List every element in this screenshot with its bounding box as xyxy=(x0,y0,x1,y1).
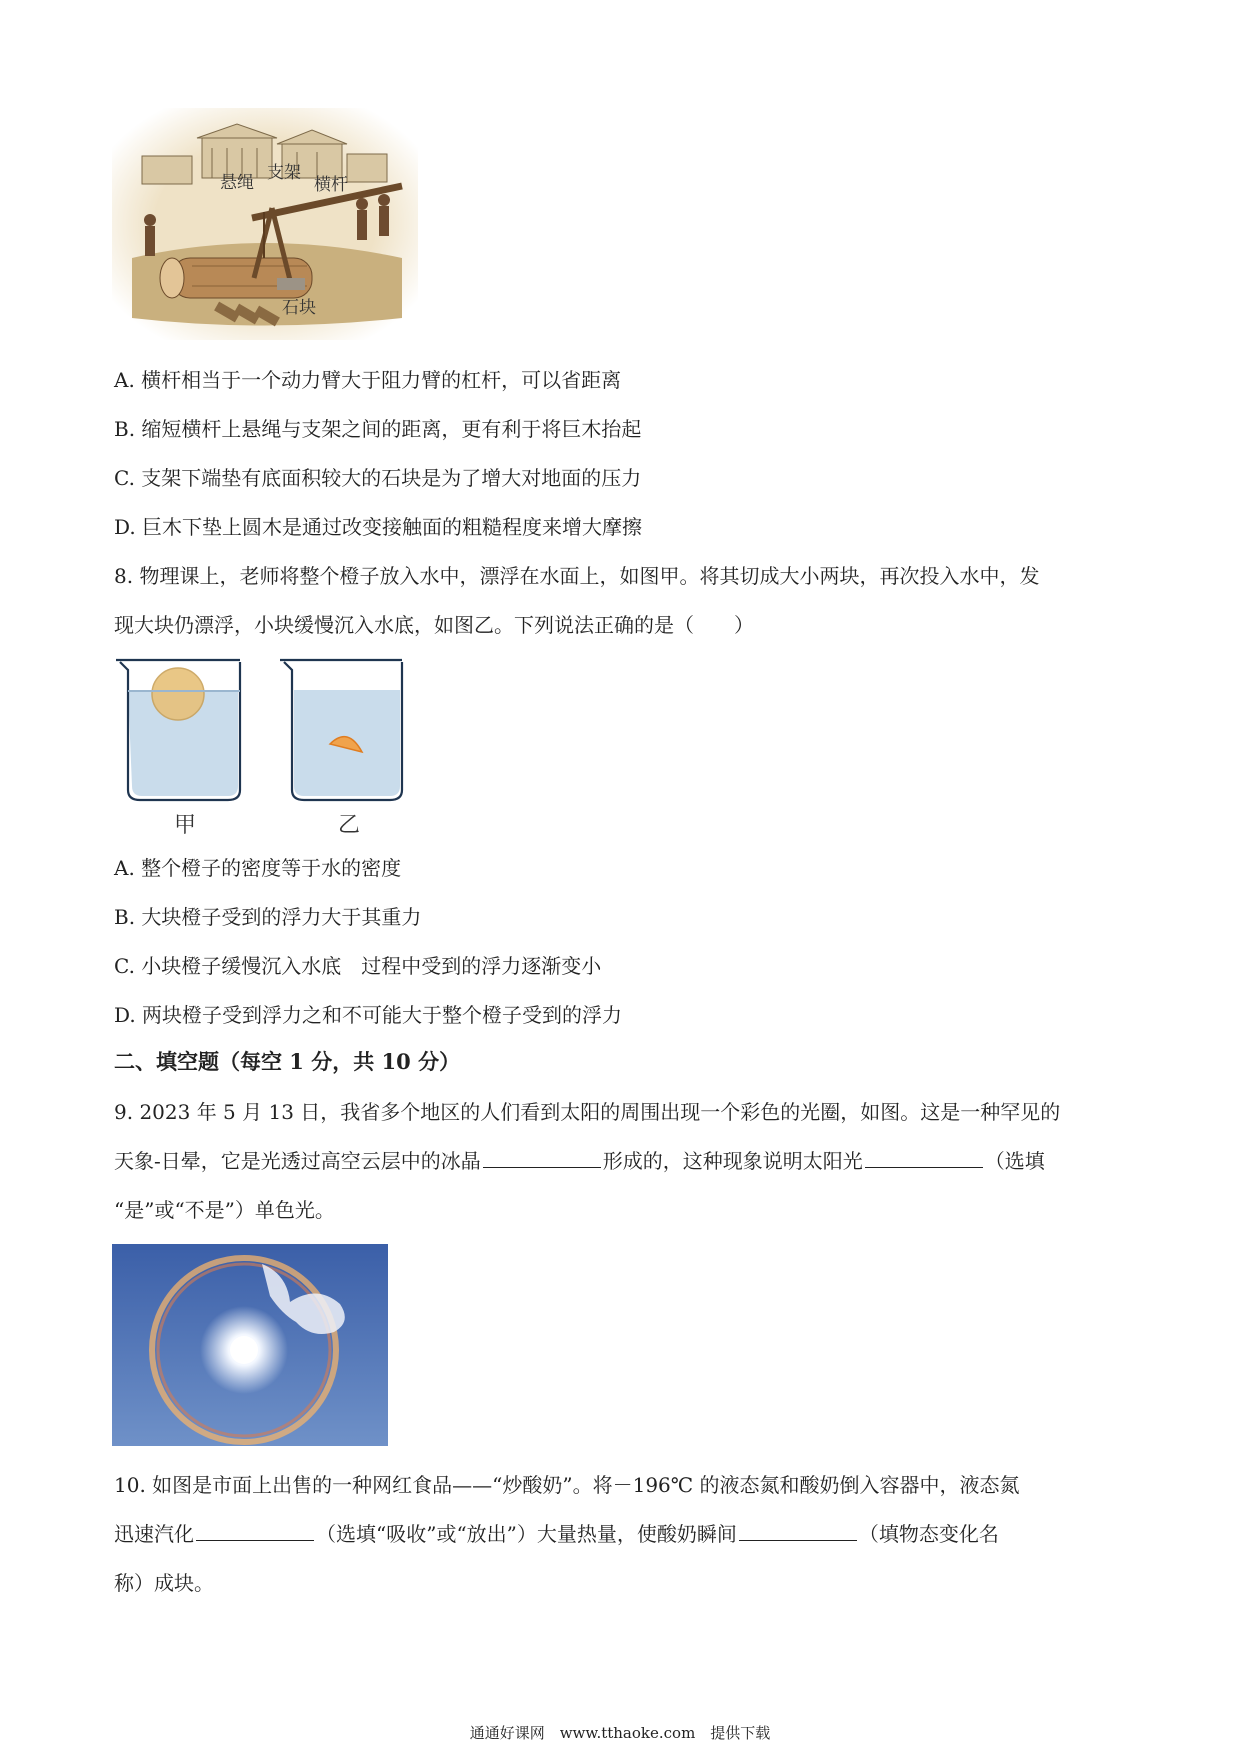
beaker-yi xyxy=(280,660,402,800)
q10-stem-line3: 称）成块。 xyxy=(114,1571,214,1595)
q8-stem-line2: 现大块仍漂浮，小块缓慢沉入水底，如图乙。下列说法正确的是（ ） xyxy=(114,613,754,637)
label-lever: 横杆 xyxy=(314,175,348,195)
q8-option-a: A. 整个橙子的密度等于水的密度 xyxy=(114,856,402,880)
beaker-label-yi: 乙 xyxy=(338,813,361,836)
q9-stem-line2: 天象-日晕，它是光透过高空云层中的冰晶 形成的，这种现象说明太阳光 （选填 xyxy=(114,1149,1045,1173)
beaker-jia xyxy=(116,660,240,800)
label-stone: 石块 xyxy=(282,298,316,318)
q9-blank-2[interactable] xyxy=(865,1147,983,1168)
label-rope: 悬绳 xyxy=(220,173,254,193)
label-support: 支架 xyxy=(267,163,301,183)
q9-stem-line1: 9. 2023 年 5 月 13 日，我省多个地区的人们看到太阳的周围出现一个彩色的光圈，如图。这是一种罕见的 xyxy=(114,1100,1061,1124)
q8-option-d: D. 两块橙子受到浮力之和不可能大于整个橙子受到的浮力 xyxy=(114,1003,623,1027)
q7-option-c: C. 支架下端垫有底面积较大的石块是为了增大对地面的压力 xyxy=(114,466,642,490)
q7-option-a: A. 横杆相当于一个动力臂大于阻力臂的杠杆，可以省距离 xyxy=(114,368,622,392)
q10-blank-1[interactable] xyxy=(196,1520,314,1541)
beaker-label-jia: 甲 xyxy=(174,813,197,836)
lever-illustration xyxy=(112,108,418,340)
q8-option-b: B. 大块橙子受到的浮力大于其重力 xyxy=(114,905,422,929)
q7-option-d: D. 巨木下垫上圆木是通过改变接触面的粗糙程度来增大摩擦 xyxy=(114,515,643,539)
sun-halo-photo xyxy=(112,1244,388,1446)
q10-stem-line2: 迅速汽化 （选填“吸收”或“放出”）大量热量，使酸奶瞬间 （填物态变化名 xyxy=(114,1522,999,1546)
q10-blank-2[interactable] xyxy=(739,1520,857,1541)
q9-stem-line3: “是”或“不是”）单色光。 xyxy=(114,1198,335,1222)
footer-watermark: 通通好课网 www.tthaoke.com 提供下载 xyxy=(469,1724,771,1742)
q8-option-c: C. 小块橙子缓慢沉入水底 过程中受到的浮力逐渐变小 xyxy=(114,954,602,978)
beakers-figure xyxy=(112,656,422,836)
q10-stem-line1: 10. 如图是市面上出售的一种网红食品——“炒酸奶”。将－196℃ 的液态氮和酸奶倒入容器中，液态氮 xyxy=(114,1473,1020,1497)
q8-stem-line1: 8. 物理课上，老师将整个橙子放入水中，漂浮在水面上，如图甲。将其切成大小两块，再次投入水中，发 xyxy=(114,564,1040,588)
section-title: 二、填空题（每空 1 分，共 10 分） xyxy=(114,1049,461,1074)
q9-blank-1[interactable] xyxy=(483,1147,601,1168)
q7-option-b: B. 缩短横杆上悬绳与支架之间的距离，更有利于将巨木抬起 xyxy=(114,417,642,441)
